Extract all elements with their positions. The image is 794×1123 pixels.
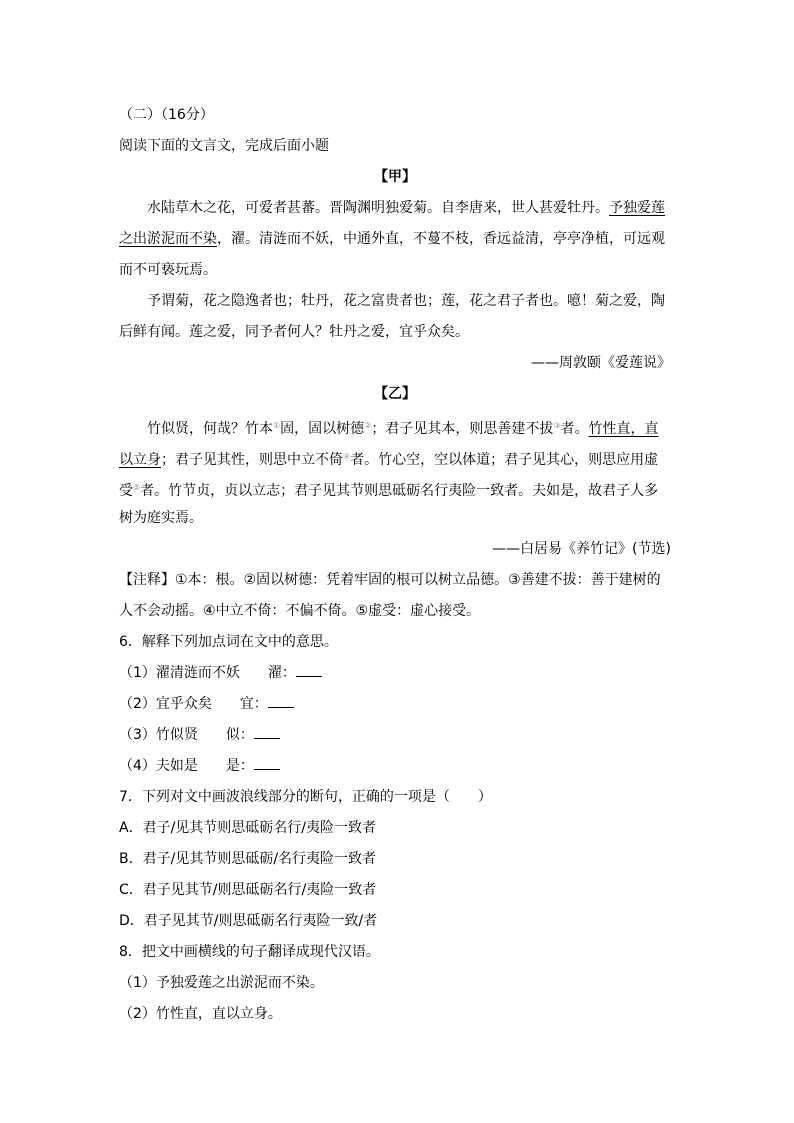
item-word: 濯：: [267, 665, 296, 681]
question-6-item: [119, 658, 671, 689]
question-6-item: [119, 689, 671, 720]
passage-a-label: 【甲】: [374, 169, 416, 185]
option-b[interactable]: B．君子/见其节则思砥砺/名行夷险一致者: [119, 851, 377, 867]
item-text: 竹似贤: [155, 727, 198, 743]
passage-a-line-3: 而不可亵玩焉。: [119, 262, 217, 278]
passage-a-source: ——周敦颐《爱莲说》: [531, 355, 671, 371]
item-number: （3）: [119, 727, 156, 743]
passage-b-line-3: [119, 472, 671, 503]
underlined-sentence: 予独爱莲: [609, 200, 665, 216]
item-text: 夫如是: [155, 758, 198, 774]
text: 固，固以树德: [280, 421, 365, 437]
passage-a-line-5: 后鲜有闻。莲之爱，同予者何人？牡丹之爱，宜乎众矣。: [119, 324, 469, 340]
notes-line-2: 人不会动摇。④中立不倚：不偏不倚。⑤虚受：虚心接受。: [119, 603, 481, 619]
question-6-item: [119, 720, 671, 751]
text: ；君子见其本，则思善建不拔: [371, 421, 554, 437]
section-instruction: 阅读下面的文言文，完成后面小题: [119, 138, 329, 154]
text: 受: [119, 483, 133, 499]
item-number: （1）: [119, 665, 156, 681]
answer-blank[interactable]: [268, 695, 294, 708]
question-8-item: （2）竹性直，直以立身。: [119, 1006, 282, 1022]
text: ；君子见其性，则思中立不倚: [161, 452, 343, 468]
item-text: 宜乎众矣: [155, 696, 212, 712]
text: 竹似贤，何哉？竹本: [147, 421, 273, 437]
item-text: 濯清涟而不妖: [155, 665, 240, 681]
option-d[interactable]: D．君子见其节/则思砥砺名行夷险一致/者: [119, 913, 378, 929]
item-number: （4）: [119, 758, 156, 774]
passage-b-line-1: [119, 410, 671, 441]
passage-b-line-2: [119, 441, 671, 472]
text: 水陆草木之花，可爱者甚蕃。晋陶渊明独爱菊。自李唐来，世人甚爱牡丹。: [147, 200, 609, 216]
underlined-sentence: 之出淤泥而不染: [119, 231, 217, 247]
text: 者。: [560, 421, 589, 437]
passage-b-label: 【乙】: [374, 386, 416, 402]
text: ，濯。清涟而不妖，中通外直，不蔓不枝，香远益清，亭亭净植，可远观: [217, 231, 665, 247]
footnote-marker: ④: [343, 452, 351, 461]
section-title: （二）（16分）: [119, 107, 214, 123]
underlined-sentence: 以立身: [119, 452, 161, 468]
passage-a-line-1: [119, 193, 671, 224]
footnote-marker: ③: [553, 421, 561, 430]
answer-blank[interactable]: [254, 726, 280, 739]
item-word: 似：: [225, 727, 254, 743]
footnote-marker: ①: [273, 421, 281, 430]
question-8-item: （1）予独爱莲之出淤泥而不染。: [119, 975, 324, 991]
question-7-stem: 7．下列对文中画波浪线部分的断句，正确的一项是（ ）: [119, 789, 492, 805]
answer-blank[interactable]: [296, 664, 322, 677]
question-6-stem: 6．解释下列加点词在文中的意思。: [119, 634, 338, 650]
underlined-sentence: 竹性直，直: [588, 421, 659, 437]
question-6-item: [119, 751, 671, 782]
item-number: （2）: [119, 696, 156, 712]
passage-b-line-4: 树为庭实焉。: [119, 510, 203, 526]
item-word: 是：: [225, 758, 254, 774]
question-8-stem: 8．把文中画横线的句子翻译成现代汉语。: [119, 944, 380, 960]
exam-page: [119, 100, 671, 1030]
answer-blank[interactable]: [254, 757, 280, 770]
text: 者。竹节贞，贞以立志；君子见其节则思砥砺名行夷险一致者。夫如是，故君子人多: [140, 483, 659, 499]
option-c[interactable]: C．君子见其节/则思砥砺名行/夷险一致者: [119, 882, 377, 898]
passage-a-line-4: 予谓菊，花之隐逸者也；牡丹，花之富贵者也；莲，花之君子者也。噫！菊之爱，陶: [147, 293, 665, 309]
passage-b-source: ——白居易《养竹记》(节选): [492, 541, 671, 557]
notes-line-1: 【注释】①本：根。②固以树德：凭着牢固的根可以树立品德。③善建不拔：善于建树的: [119, 572, 661, 588]
text: 者。竹心空，空以体道；君子见其心，则思应用虚: [350, 452, 659, 468]
footnote-marker: ②: [364, 421, 372, 430]
item-word: 宜：: [239, 696, 268, 712]
footnote-marker: ⑤: [133, 483, 141, 492]
passage-a-line-2: [119, 224, 671, 255]
option-a[interactable]: A．君子/见其节则思砥砺名行/夷险一致者: [119, 820, 377, 836]
